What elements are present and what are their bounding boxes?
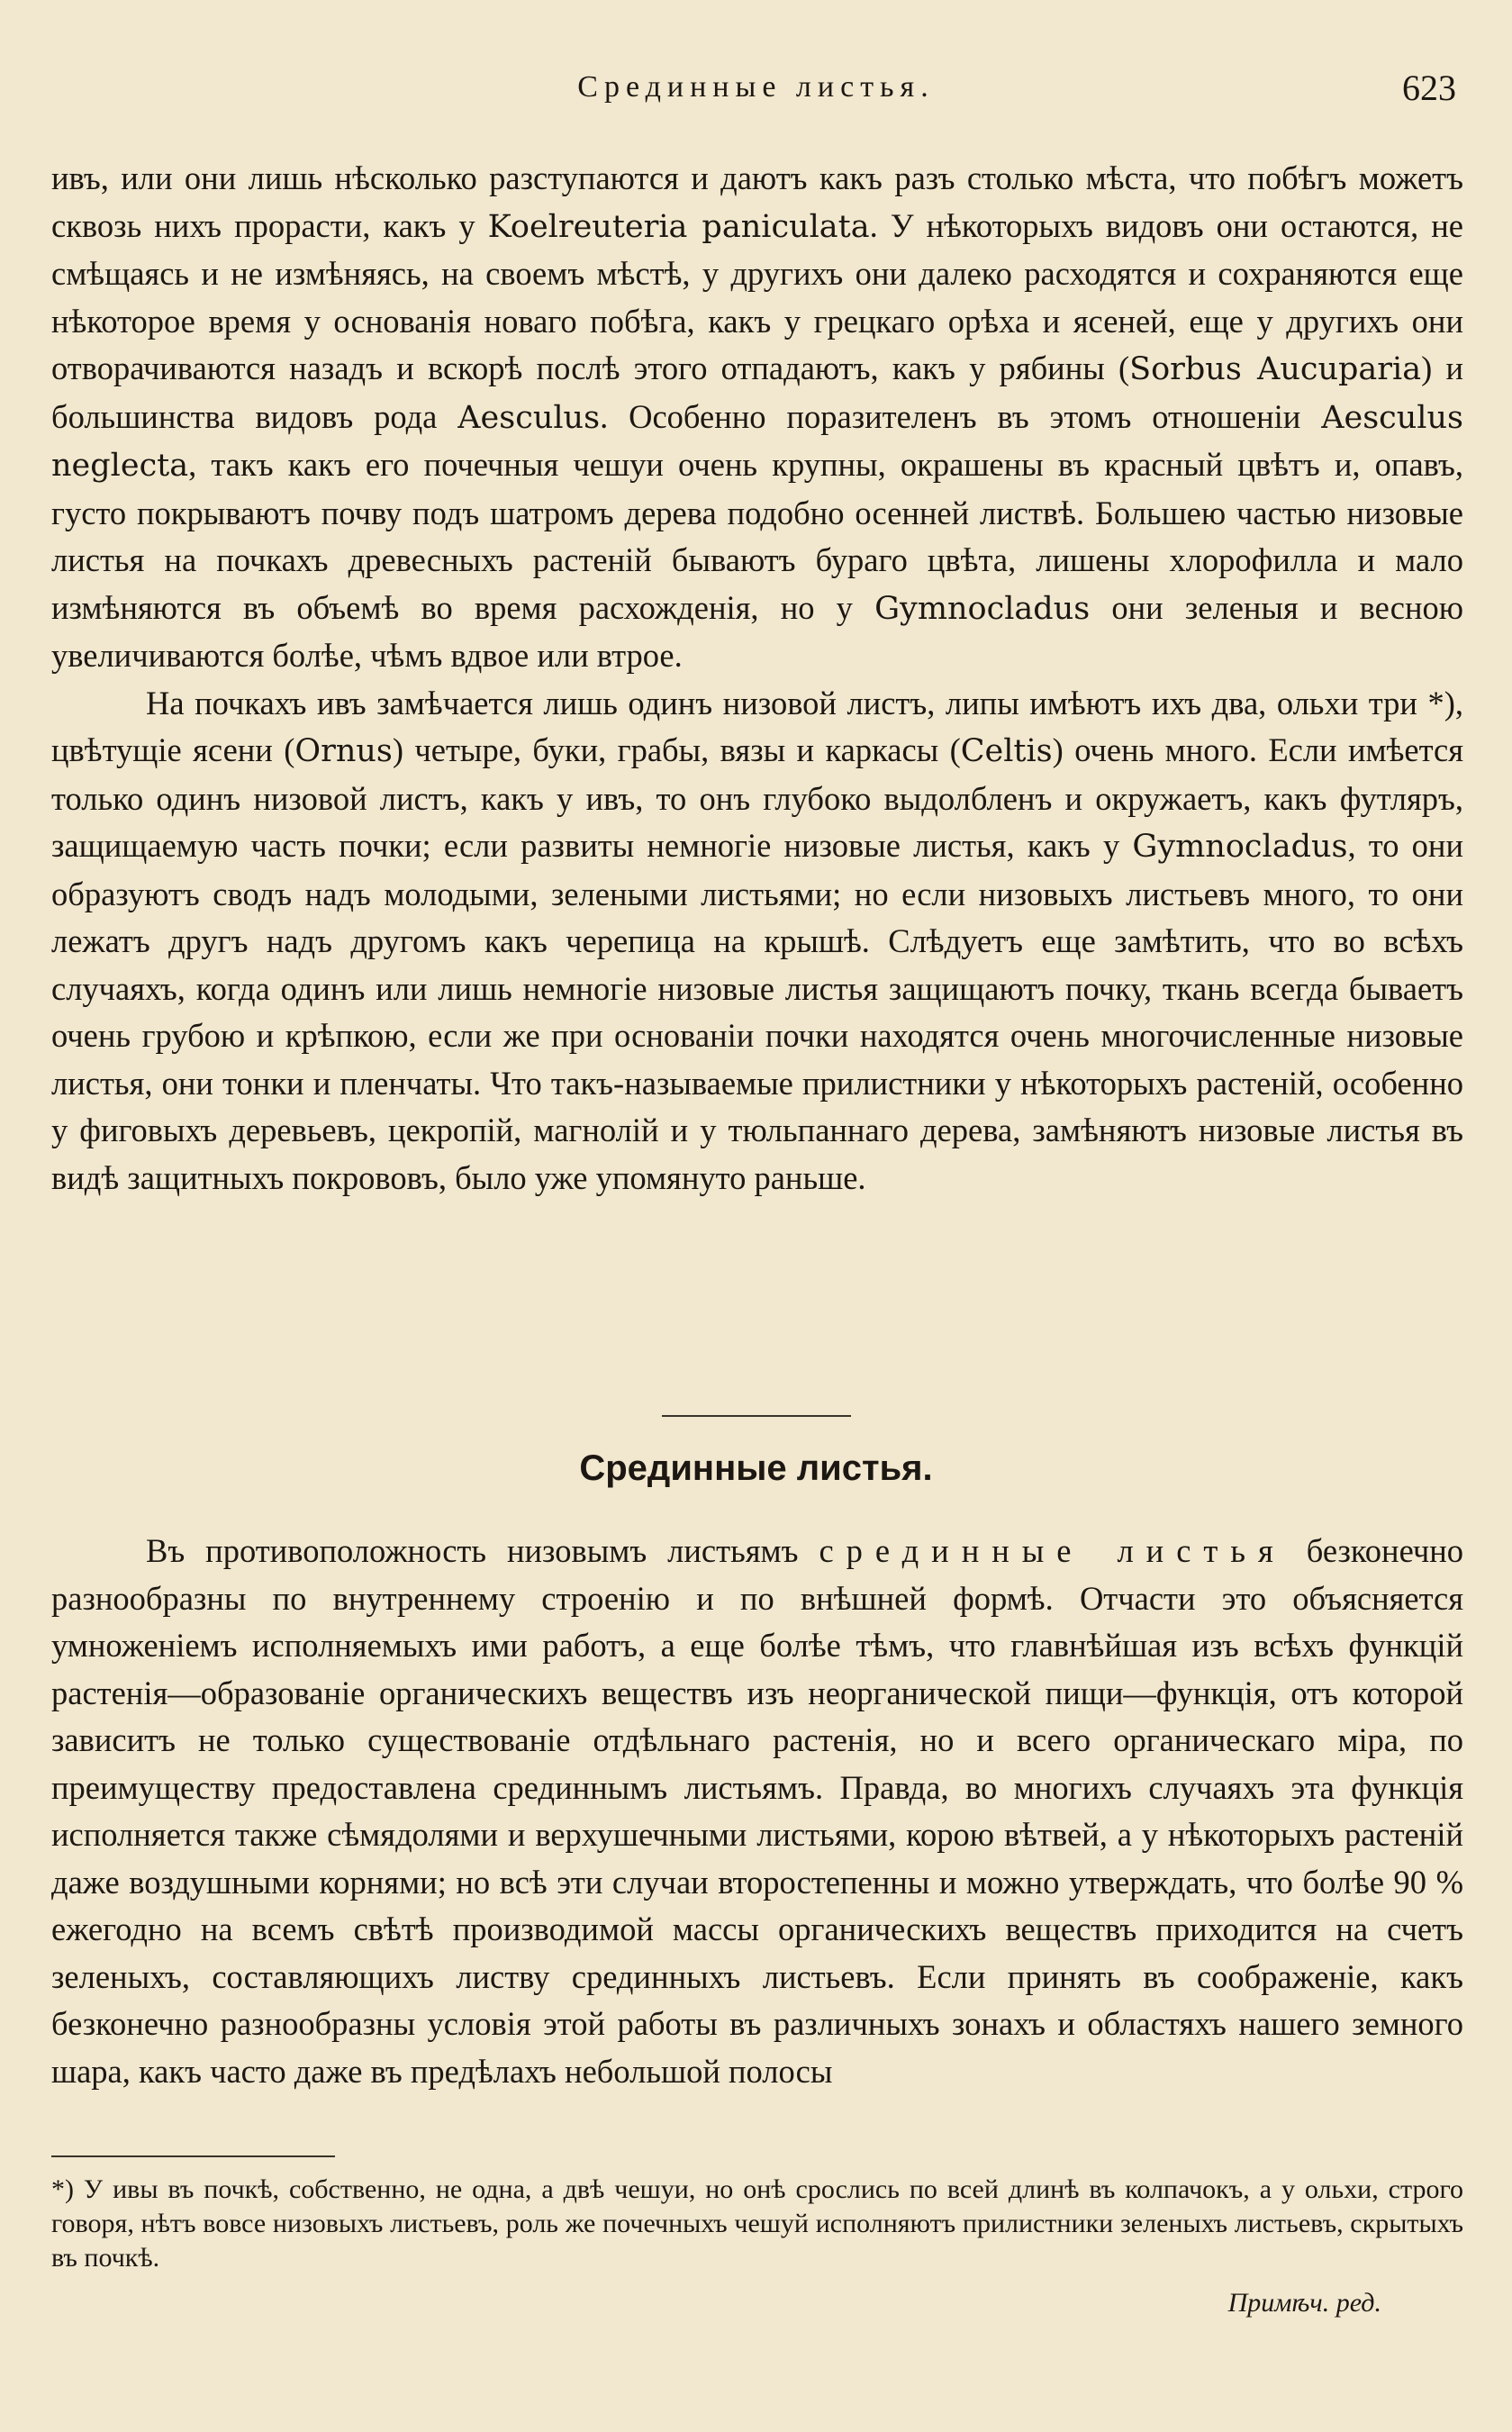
footnote-divider xyxy=(51,2155,335,2157)
running-title: Срединные листья. xyxy=(577,70,935,104)
text-run: ) и большинства видовъ рода xyxy=(51,349,1463,435)
latin-name: Koelreuteria paniculata xyxy=(487,208,870,245)
latin-name: Ornus xyxy=(294,733,393,769)
section-divider xyxy=(662,1415,851,1417)
editor-note-signature: Примѣч. ред. xyxy=(1227,2288,1381,2318)
latin-name: Aesculus neglecta xyxy=(51,399,1463,484)
footnote: *) У ивы въ почкѣ, собственно, не одна, а двѣ чешуи, но онѣ срослись по всей длинѣ въ колпачокъ, а у ольхи, строго говоря, нѣтъ вовсе низовыхъ листьевъ, роль же почечныхъ чешуй исполняютъ прилистники зеленыхъ листьевъ, скрытыхъ въ почкѣ. xyxy=(51,2174,1463,2273)
text-run: , то они образуютъ сводъ надъ молодыми, зелеными листьями; но если низовыхъ листьевъ много, то они лежатъ другъ надъ другомъ какъ черепица на крышѣ. Слѣдуетъ еще замѣтить, что во всѣхъ случаяхъ, когда одинъ или лишь немногіе низовые листья защищаютъ почку, ткань всегда бываетъ очень грубою и крѣпкою, если же при основаніи почки находятся очень многочисленные низовые листья, они тонки и пленчаты. Что такъ-называемые прилистники у нѣкоторыхъ растеній, особенно у фиговыхъ деревьевъ, цекропій, магнолій и у тюльпаннаго дерева, замѣняютъ низовые листья въ видѣ защитныхъ покрововъ, было уже упомянуто раньше. xyxy=(51,827,1463,1196)
latin-name: Sorbus Aucuparia xyxy=(1129,351,1422,387)
body-text-section xyxy=(51,1528,1463,2095)
text-run: они зеленыя и весною увеличиваются болѣе, чѣмъ вдвое или втрое. xyxy=(51,588,1463,674)
latin-name: Gymnocladus xyxy=(1132,829,1348,865)
section-heading: Срединные листья. xyxy=(579,1448,933,1488)
text-run: безконечно разнообразны по внутреннему строенію и по внѣшней формѣ. Отчасти это объясняется умноженіемъ исполняемыхъ ими работъ, а еще болѣе тѣмъ, что главнѣйшая изъ всѣхъ функцій растенія—образованіе органическихъ веществъ изъ неорганической пищи—функція, отъ которой зависитъ не только существованіе отдѣльнаго растенія, но и всего органическаго міра, по преимуществу предоставлена срединнымъ листьямъ. Правда, во многихъ случаяхъ эта функція исполняется также сѣмядолями и верхушечными листьями, корою вѣтвей, а у нѣкоторыхъ растеній даже воздушными корнями; но всѣ эти случаи второстепенны и можно утверждать, что болѣе 90 % ежегодно на всемъ свѣтѣ производимой массы органическихъ веществъ приходится на счетъ зеленыхъ, составляющихъ листву срединныхъ листьевъ. Если принять въ соображеніе, какъ безконечно разнообразны условія этой работы въ различныхъ зонахъ и областяхъ нашего земного шара, какъ часто даже въ предѣлахъ небольшой полосы xyxy=(51,1532,1463,2090)
latin-name: Gymnocladus xyxy=(874,590,1091,627)
paragraph-middle-leaves xyxy=(51,1528,1463,2095)
paragraph-continuation xyxy=(51,155,1463,680)
text-run: , такъ какъ его почечныя чешуи очень крупны, окрашены въ красный цвѣтъ и, опавъ, густо покрываютъ почву подъ шатромъ дерева подобно осенней листвѣ. Большею частью низовые листья на почкахъ древесныхъ растеній бываютъ бураго цвѣта, лишены хлорофилла и мало измѣняются въ объемѣ во время расхожденія, но у xyxy=(51,446,1463,626)
text-run: На почкахъ ивъ замѣчается лишь одинъ низовой листъ, липы имѣютъ ихъ два, ольхи три *), цвѣтущіе ясени ( xyxy=(51,684,1463,768)
latin-name: Aesculus xyxy=(457,399,601,436)
text-run: ) очень много. Если имѣется только одинъ низовой листъ, какъ у ивъ, то онъ глубоко выдолбленъ и окружаетъ, какъ футляръ, защищаемую часть почки; если развиты немногіе низовые листья, какъ у xyxy=(51,731,1464,864)
paragraph-bud-scales xyxy=(51,680,1463,1202)
text-run: Въ противоположность низовымъ листьямъ xyxy=(146,1532,819,1569)
running-head xyxy=(0,70,1512,124)
text-run: ) четыре, буки, грабы, вязы и каркасы ( xyxy=(392,731,961,768)
page-number: 623 xyxy=(1402,68,1456,108)
latin-name: Celtis xyxy=(960,733,1053,769)
spaced-emphasis: срединные листья xyxy=(819,1532,1286,1569)
text-run: . У нѣкоторыхъ видовъ они остаются, не смѣщаясь и не измѣняясь, на своемъ мѣстѣ, у другихъ они далеко расходятся и сохраняются еще нѣкоторое время у основанія новаго побѣга, какъ у грецкаго орѣха и ясеней, еще у другихъ они отворачиваются назадъ и вскорѣ послѣ этого отпадаютъ, какъ у рябины ( xyxy=(51,206,1463,386)
text-run: . Особенно поразителенъ въ этомъ отношеніи xyxy=(600,397,1322,435)
text-run: ивъ, или они лишь нѣсколько разступаются и даютъ какъ разъ столько мѣста, что побѣгъ можетъ сквозь нихъ прорасти, какъ у xyxy=(51,159,1463,244)
body-text-top xyxy=(51,155,1463,1202)
